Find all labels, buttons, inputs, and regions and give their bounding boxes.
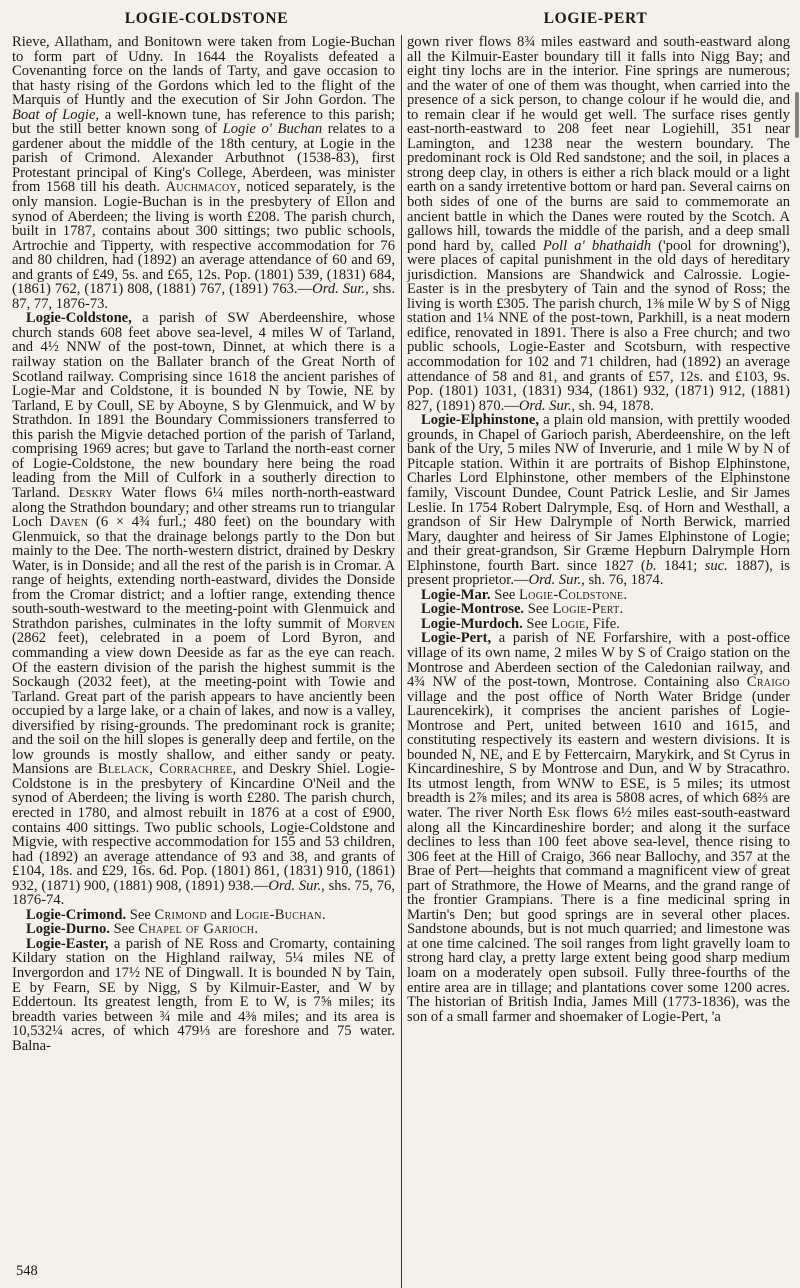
text-run: sh. 76, 1874. [584,572,664,589]
text-run: Chapel of Garioch [138,921,255,938]
text-run: Logie-Coldstone [518,586,624,603]
text-run: suc. [704,557,728,574]
text-run: . [623,586,628,603]
text-run: Water flows 6¼ miles north-north-eastward along the Strathdon boundary; and other streams run to triangular Loch [12,484,395,531]
entry-paragraph [407,413,790,588]
text-run: relates to a gardener about the middle of the 18th century, at Logie in the parish of Crimond. Alexander Arbuthnot (1538-83), first Protestant principal of King's College, Aberdeen, was minister from 1568 till his death. [12,121,395,196]
entry-paragraph [12,908,395,923]
text-run: . [619,601,624,618]
text-run: Logie-Crimond. [26,906,127,923]
text-run: See [109,921,139,938]
text-run: Deskry [68,484,114,501]
entry-paragraph [407,602,790,617]
text-run: Ord. Sur., [268,877,325,894]
text-run: Logie o' Buchan [222,121,323,138]
text-run: Esk [547,804,571,821]
entry-paragraph [407,617,790,632]
text-run: Poll a' bhathaidh [542,237,652,254]
text-run: Crimond [154,906,207,923]
text-run: . [321,906,326,923]
text-run: gown river flows 8¾ miles eastward and south-eastward along all the Kilmuir-Easter boundary till it falls into Nigg Bay; and eight tiny lochs are in the interior. Fine springs are numerous; and the water of one of them was thought, when carried into the presence of a sick person, to change colour if he would die, and to remain clear if he would get well. The surface rises gently east-north-eastward to 208 feet near Logiehill, 351 near Lamington, and 1238 near the western boundary. The predominant rock is Old Red sandstone; and the soil, in places a strong deep clay, in others is either a rich black mould or a light earth on a sandy irretentive bottom or hard pan. Several cairns on both sides of one of the burns are said to commemorate an ancient battle in which the Danes were routed by the Scotch. A gallows hill, towards the middle of the parish, and a deep small pond hard by, called [407,35,790,254]
text-run: Ord. Sur., [312,281,369,298]
entry-paragraph [12,311,395,907]
text-run: See [524,601,553,618]
entry-paragraph [407,588,790,603]
text-run: Auchmacoy [165,179,238,196]
text-run: Logie-Pert, [421,630,492,647]
text-run: and Deskry Shiel. Logie-Coldstone is in the presbytery of Kincardine O'Neil and the synod of Aberdeen; the living is worth £280. The parish church, erected in 1780, and almost rebuilt in 1876 at a cost of £900, contains 400 sittings. Two public schools, Logie-Coldstone and Migvie, with respective accommodation for 155 and 53 children, had (1892) an average attendance of 93 and 38, and grants of £104, 18s. and £29, 16s. 6d. Pop. (1801) 861, (1831) 910, (1861) 932, (1871) 900, (1881) 908, (1891) 938.— [12,761,395,894]
text-run: 1887), is present proprietor.— [407,557,790,589]
text-run: shs. 75, 76, 1876-74. [12,877,395,909]
text-run: Rieve, Allatham, and Bonitown were taken from Logie-Buchan to form part of Udny. In 1644 the Royalists defeated a Covenanting force on the lands of Tarty, and gave occasion to that hasty rising of the Gordons which led to the flight of the Marquis of Huntly and the execution of Sir John Gordon. The [12,35,395,109]
text-run: , noticed separately, is the only mansion. Logie-Buchan is in the presbytery of Ellon and synod of Aberdeen; the living is worth £208. The parish church, built in 1787, contains about 300 sittings; two public schools, Artrochie and Tipperty, with respective accommodation for 76 and 80 children, had (1892) an average attendance of 60 and 69, and grants of £49, 5s. and £65, 12s. Pop. (1801) 539, (1831) 684, (1861) 762, (1871) 808, (1881) 767, (1891) 763.— [12,179,395,298]
text-run: 1841; [656,557,705,574]
text-run: a plain old mansion, with prettily wooded grounds, in Chapel of Garioch parish, Aberdeenshire, on the left bank of the Ury, 5 miles NW of Inverurie, and 1 mile W by N of Pitcaple station. Within it are portraits of Bishop Elphinstone, Charles Lord Elphinstone, other members of the Elphinstone family, Viscount Dundee, Count Patrick Leslie, and Sir James Leslie. In 1754 Robert Dalrymple, Esq. of Horn and Westhall, a grandson of Sir Hew Dalrymple of North Berwick, married Mary, daughter and heiress of Sir James Elphinstone of Logie; and their great-grandson, Sir Græme Hepburn Dalrymple Horn Elphinstone, fourth Bart. since 1827 ( [407,412,790,574]
left-column [12,35,395,1269]
text-run: a parish of NE Forfarshire, with a post-office village of its own name, 2 miles W by S of Craigo station on the Montrose and Aberdeen section of the Caledonian railway, and 4¾ NW of the post-town, Montrose. Containing also [407,630,790,691]
scan-edge-artifact [795,92,799,138]
text-run: shs. 87, 77, 1876-73. [12,281,395,312]
text-run: Logie-Murdoch. [421,615,523,632]
text-run: Logie-Durno. [26,921,110,938]
text-run: Logie-Mar. [421,586,491,603]
text-run: Logie-Easter, [26,935,109,952]
right-column [407,35,790,1269]
text-run: Logie-Montrose. [421,601,525,618]
text-run: Boat of Logie, [12,106,100,123]
entry-paragraph [12,937,395,1053]
text-run: sh. 94, 1878. [575,397,654,414]
text-run: Daven [49,514,89,531]
right-running-head: LOGIE-PERT [543,10,648,27]
text-run: (6 × 4¾ furl.; 480 feet) on the boundary with Glenmuick, so that the drainage belongs partly to the Don but mainly to the Dee. The north-western district, drained by Deskry Water, is in Donside; and all the rest of the parish is in Cromar. A range of heights, extending north-eastward, divides the Donside from the Cromar district; and a loftier range, extending thence south-south-westward to the meeting-point with Glenmuick and Strathdon parishes, culminates in the lofty summit of [12,514,395,632]
text-run: a parish of NE Ross and Cromarty, containing Kildary station on the Highland railway, 5¼ miles NE of Invergordon and 17½ NE of Dingwall. It is bounded N by Tain, E by Fearn, SE by Nigg, S by Kilmuir-Easter, and W by Eddertoun. Its greatest length, from E to W, is 7⅝ miles; its breadth varies between ¾ mile and 4⅜ miles; and its area is 10,532¼ acres, of which 479⅓ are foreshore and 75 water. Balna- [12,935,395,1054]
text-run: See [490,586,519,603]
entry-paragraph [12,35,395,311]
text-run: , Fife. [585,615,620,632]
text-columns [12,35,790,1288]
entry-paragraph [407,35,790,413]
text-run: See [522,615,552,632]
text-run: a well-known tune, has reference to this parish; but the still better known song of [12,106,395,138]
text-run: village and the post office of North Water Bridge (under Laurencekirk), it comprises the ancient parishes of Logie-Montrose and Pert, united between 1610 and 1615, and constituting respectively its eastern and western divisions. It is bounded N, NE, and E by Fettercairn, Marykirk, and St Cyrus in Kincardineshire, S by Montrose and Dun, and W by Stracathro. Its utmost length, from WNW to ESE, is 5 miles; its utmost breadth is 2⅞ miles; and its area is 5808 acres, of which 68⅔ are water. The river North [407,688,790,821]
text-run: Logie-Pert [552,601,620,618]
text-run: (2862 feet), celebrated in a poem of Lord Byron, and commanding a view down Deeside as far as the eye can reach. Of the eastern division of the parish the highest summit is the Sockaugh (2032 feet), at the meeting-point with Towie and Tarland. Great part of the parish appears to have anciently been occupied by a large lake, or a chain of lakes, and now is a valley, diversified by rising-grounds. The predominant rock is granite; and the soil on the hill slopes is generally deep and fertile, on the low grounds is mostly shallow, and either sandy or peaty. Mansions are [12,630,395,778]
text-run: Logie-Elphinstone, [421,412,539,429]
text-run: a parish of SW Aberdeenshire, whose church stands 608 feet above sea-level, 4 miles W of Tarland, and 4½ NNW of the post-town, Dinnet, at which there is a railway station on the Ballater branch of the Great North of Scotland railway. Comprising since 1618 the ancient parishes of Logie-Mar and Coldstone, it is bounded N by Towie, NE by Tarland, E by Coull, SE by Aboyne, S by Glenmuick, and W by Strathdon. In 1891 the Boundary Commissioners transferred to this parish the Migvie detached portion of the parish of Tarland, comprising 1969 acres; but gave to Tarland the north-east corner of Logie-Coldstone, the new boundary here being the road leading from the Mill of Culfork in a southerly direction to Tarland. [12,310,395,501]
entry-paragraph [12,922,395,937]
column-divider-rule [401,35,402,1288]
text-run: Logie-Buchan [235,906,322,923]
text-run: Logie-Coldstone, [26,310,132,327]
text-run: b. [645,557,657,574]
text-run: Craigo [746,674,790,691]
text-run: . [254,921,258,938]
running-heads [12,10,790,28]
text-run: flows 6½ miles east-south-eastward along all the Kincardineshire border; and along it the surface declines to less than 100 feet above sea-level, thence rising to 306 feet at the Hill of Craigo, 366 near Ballochy, and 357 at the Brae of Pert—heights that command a magnificent view of great part of Strathmore, the Howe of Mearns, and the grand range of the frontier Grampians. There is a fine medicinal spring in Martin's Den; but good springs are in several other places. Sandstone abounds, but is not much quarried; and limestone was at one time calcined. The soil ranges from light gravelly loam to strong hard clay, a pretty large extent being good sharp medium loam on a moderately open subsoil. Fully three-fourths of the entire area are in tillage; and plantations cover some 1200 acres. The historian of British India, James Mill (1773-1836), was the son of a small farmer and shoemaker of Logie-Pert, 'a [407,804,790,1025]
text-run: Ord. Sur., [528,572,585,589]
text-run: ('pool for drowning'), were places of capital punishment in the old days of hereditary jurisdiction. Mansions are Shandwick and Calrossie. Logie-Easter is in the presbytery of Tain and the synod of Ross; the living is worth £305. The parish church, 1⅜ mile W by S of Nigg station and 1¼ NNE of the post-town, Parkhill, is a neat modern edifice, renovated in 1891. There is also a Free church; and two public schools, Logie-Easter and Scotsburn, with respective accommodation for 102 and 71 children, had (1892) an average attendance of 58 and 81, and grants of £57, 12s. and £103, 9s. Pop. (1801) 1031, (1831) 934, (1861) 932, (1871) 912, (1881) 827, (1891) 870.— [407,237,790,414]
text-run: Logie [551,615,586,632]
text-run: Ord. Sur., [518,397,576,414]
left-running-head: LOGIE-COLDSTONE [124,10,289,27]
entry-paragraph [407,631,790,1024]
text-run: and [206,906,236,923]
text-run: Morven [346,615,395,632]
text-run: Blelack, Corrachree, [97,761,237,778]
page-number: 548 [16,1263,42,1280]
text-run: See [126,906,155,923]
